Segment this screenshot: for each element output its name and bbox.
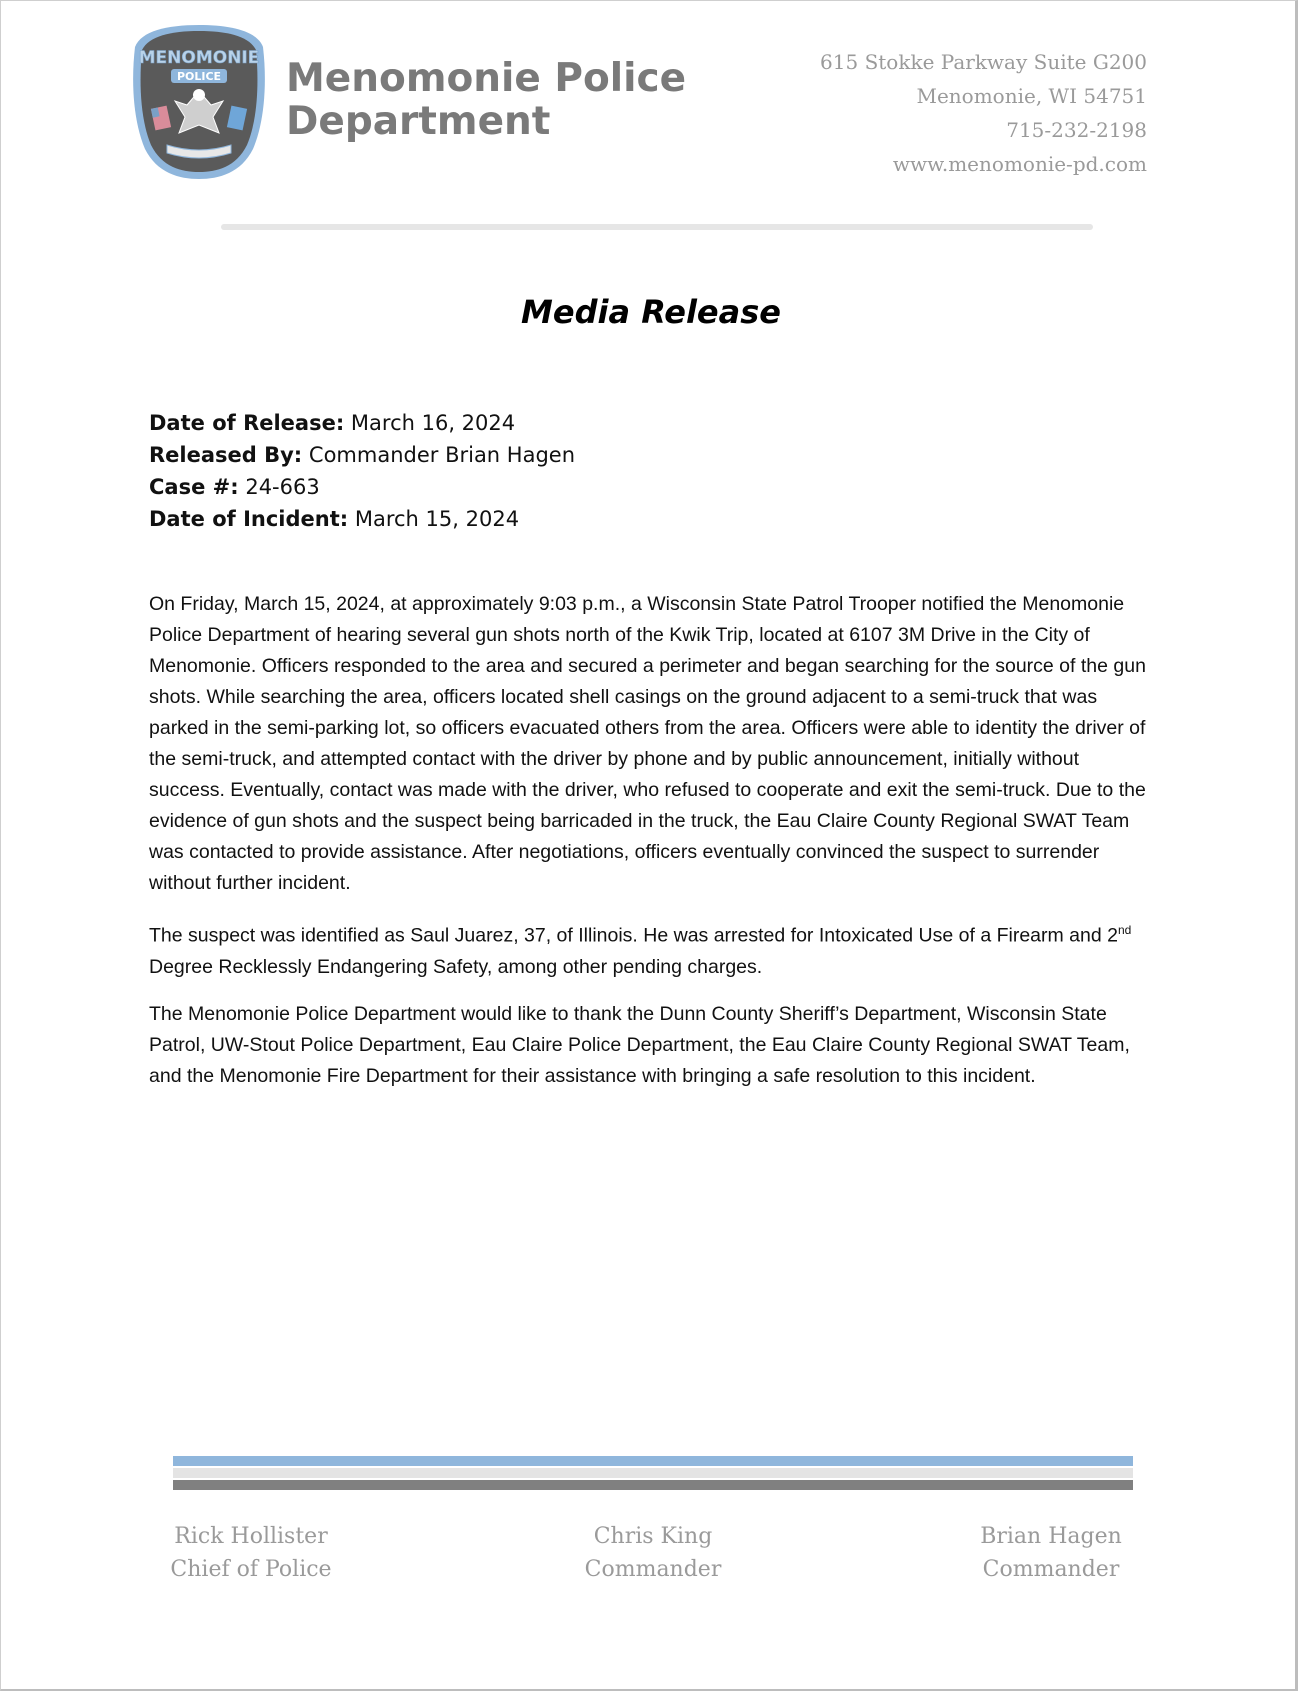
body-paragraph-2-end: Degree Recklessly Endangering Safety, among other pending charges. xyxy=(149,955,763,978)
badge-text-top: MENOMONIE xyxy=(138,48,260,68)
date-of-incident-value: March 15, 2024 xyxy=(354,507,520,531)
signature-block-1 xyxy=(151,1520,351,1586)
address-line1: 615 Stokke Parkway Suite G200 xyxy=(820,50,1147,74)
case-number-label: Case #: xyxy=(149,475,239,499)
signature-block-3 xyxy=(951,1520,1151,1586)
body-paragraph-3: The Menomonie Police Department would like to thank the Dunn County Sheriff’s Department, Wisconsin State Patrol, UW-Stout Police Department, Eau Claire Police Department, the Eau Claire County Regional SWAT Team, and the Menomonie Fire Department for their assistance with bringing a safe resolution to this incident. xyxy=(149,1002,1130,1087)
footer-bar-dark xyxy=(173,1480,1133,1490)
body-paragraph-1: On Friday, March 15, 2024, at approximately 9:03 p.m., a Wisconsin State Patrol Trooper notified the Menomonie Police Department of hearing several gun shots north of the Kwik Trip, located at 6107 3M Drive in the City of Menomonie. Officers responded to the area and secured a perimeter and began searching for the source of the gun shots. While searching the area, officers located shell casings on the ground adjacent to a semi-truck that was parked in the semi-parking lot, so officers evacuated others from the area. Officers were able to identity the driver of the semi-truck, and attempted contact with the driver by phone and by public announcement, initially without success. Eventually, contact was made with the driver, who refused to cooperate and exit the semi-truck. Due to the evidence of gun shots and the suspect being barricaded in the truck, the Eau Claire County Regional SWAT Team was contacted to provide assistance. After negotiations, officers eventually convinced the suspect to surrender without further incident. xyxy=(149,593,1146,894)
date-of-incident-label: Date of Incident: xyxy=(149,507,349,531)
signature-name: Brian Hagen xyxy=(980,1524,1122,1549)
signature-title: Commander xyxy=(982,1557,1120,1582)
department-name-line2: Department xyxy=(286,99,551,144)
release-body xyxy=(149,589,1149,1108)
date-of-release-label: Date of Release: xyxy=(149,411,345,435)
header-divider xyxy=(221,224,1093,230)
date-of-incident-row xyxy=(149,503,575,535)
release-metadata xyxy=(149,407,575,535)
ordinal-superscript: nd xyxy=(1117,923,1132,937)
signature-title: Chief of Police xyxy=(170,1557,332,1582)
document-title: Media Release xyxy=(521,293,781,331)
signature-name: Rick Hollister xyxy=(174,1524,328,1549)
footer-bar-light xyxy=(173,1468,1133,1478)
footer-color-bars xyxy=(173,1456,1133,1492)
department-name xyxy=(286,57,686,143)
address-line2: Menomonie, WI 54751 xyxy=(916,84,1147,108)
released-by-label: Released By: xyxy=(149,443,303,467)
case-number-value: 24-663 xyxy=(245,475,320,499)
website-link[interactable]: www.menomonie-pd.com xyxy=(892,152,1147,176)
date-of-release-value: March 16, 2024 xyxy=(350,411,516,435)
footer-bar-blue xyxy=(173,1456,1133,1466)
body-paragraph-2-start: The suspect was identified as Saul Juarez, 37, of Illinois. He was arrested for Intoxicated Use of a Firearm and 2 xyxy=(149,924,1118,947)
signature-block-2 xyxy=(553,1520,753,1586)
released-by-row xyxy=(149,439,575,471)
department-name-line1: Menomonie Police xyxy=(286,56,687,101)
date-of-release-row xyxy=(149,407,575,439)
signature-title: Commander xyxy=(584,1557,722,1582)
badge-text-police: POLICE xyxy=(176,70,222,83)
police-badge-logo xyxy=(127,21,271,181)
phone-number: 715-232-2198 xyxy=(1006,118,1147,142)
contact-block xyxy=(820,45,1147,181)
case-number-row xyxy=(149,471,575,503)
signature-name: Chris King xyxy=(593,1524,713,1549)
released-by-value: Commander Brian Hagen xyxy=(308,443,576,467)
body-paragraph-2 xyxy=(149,915,1149,983)
